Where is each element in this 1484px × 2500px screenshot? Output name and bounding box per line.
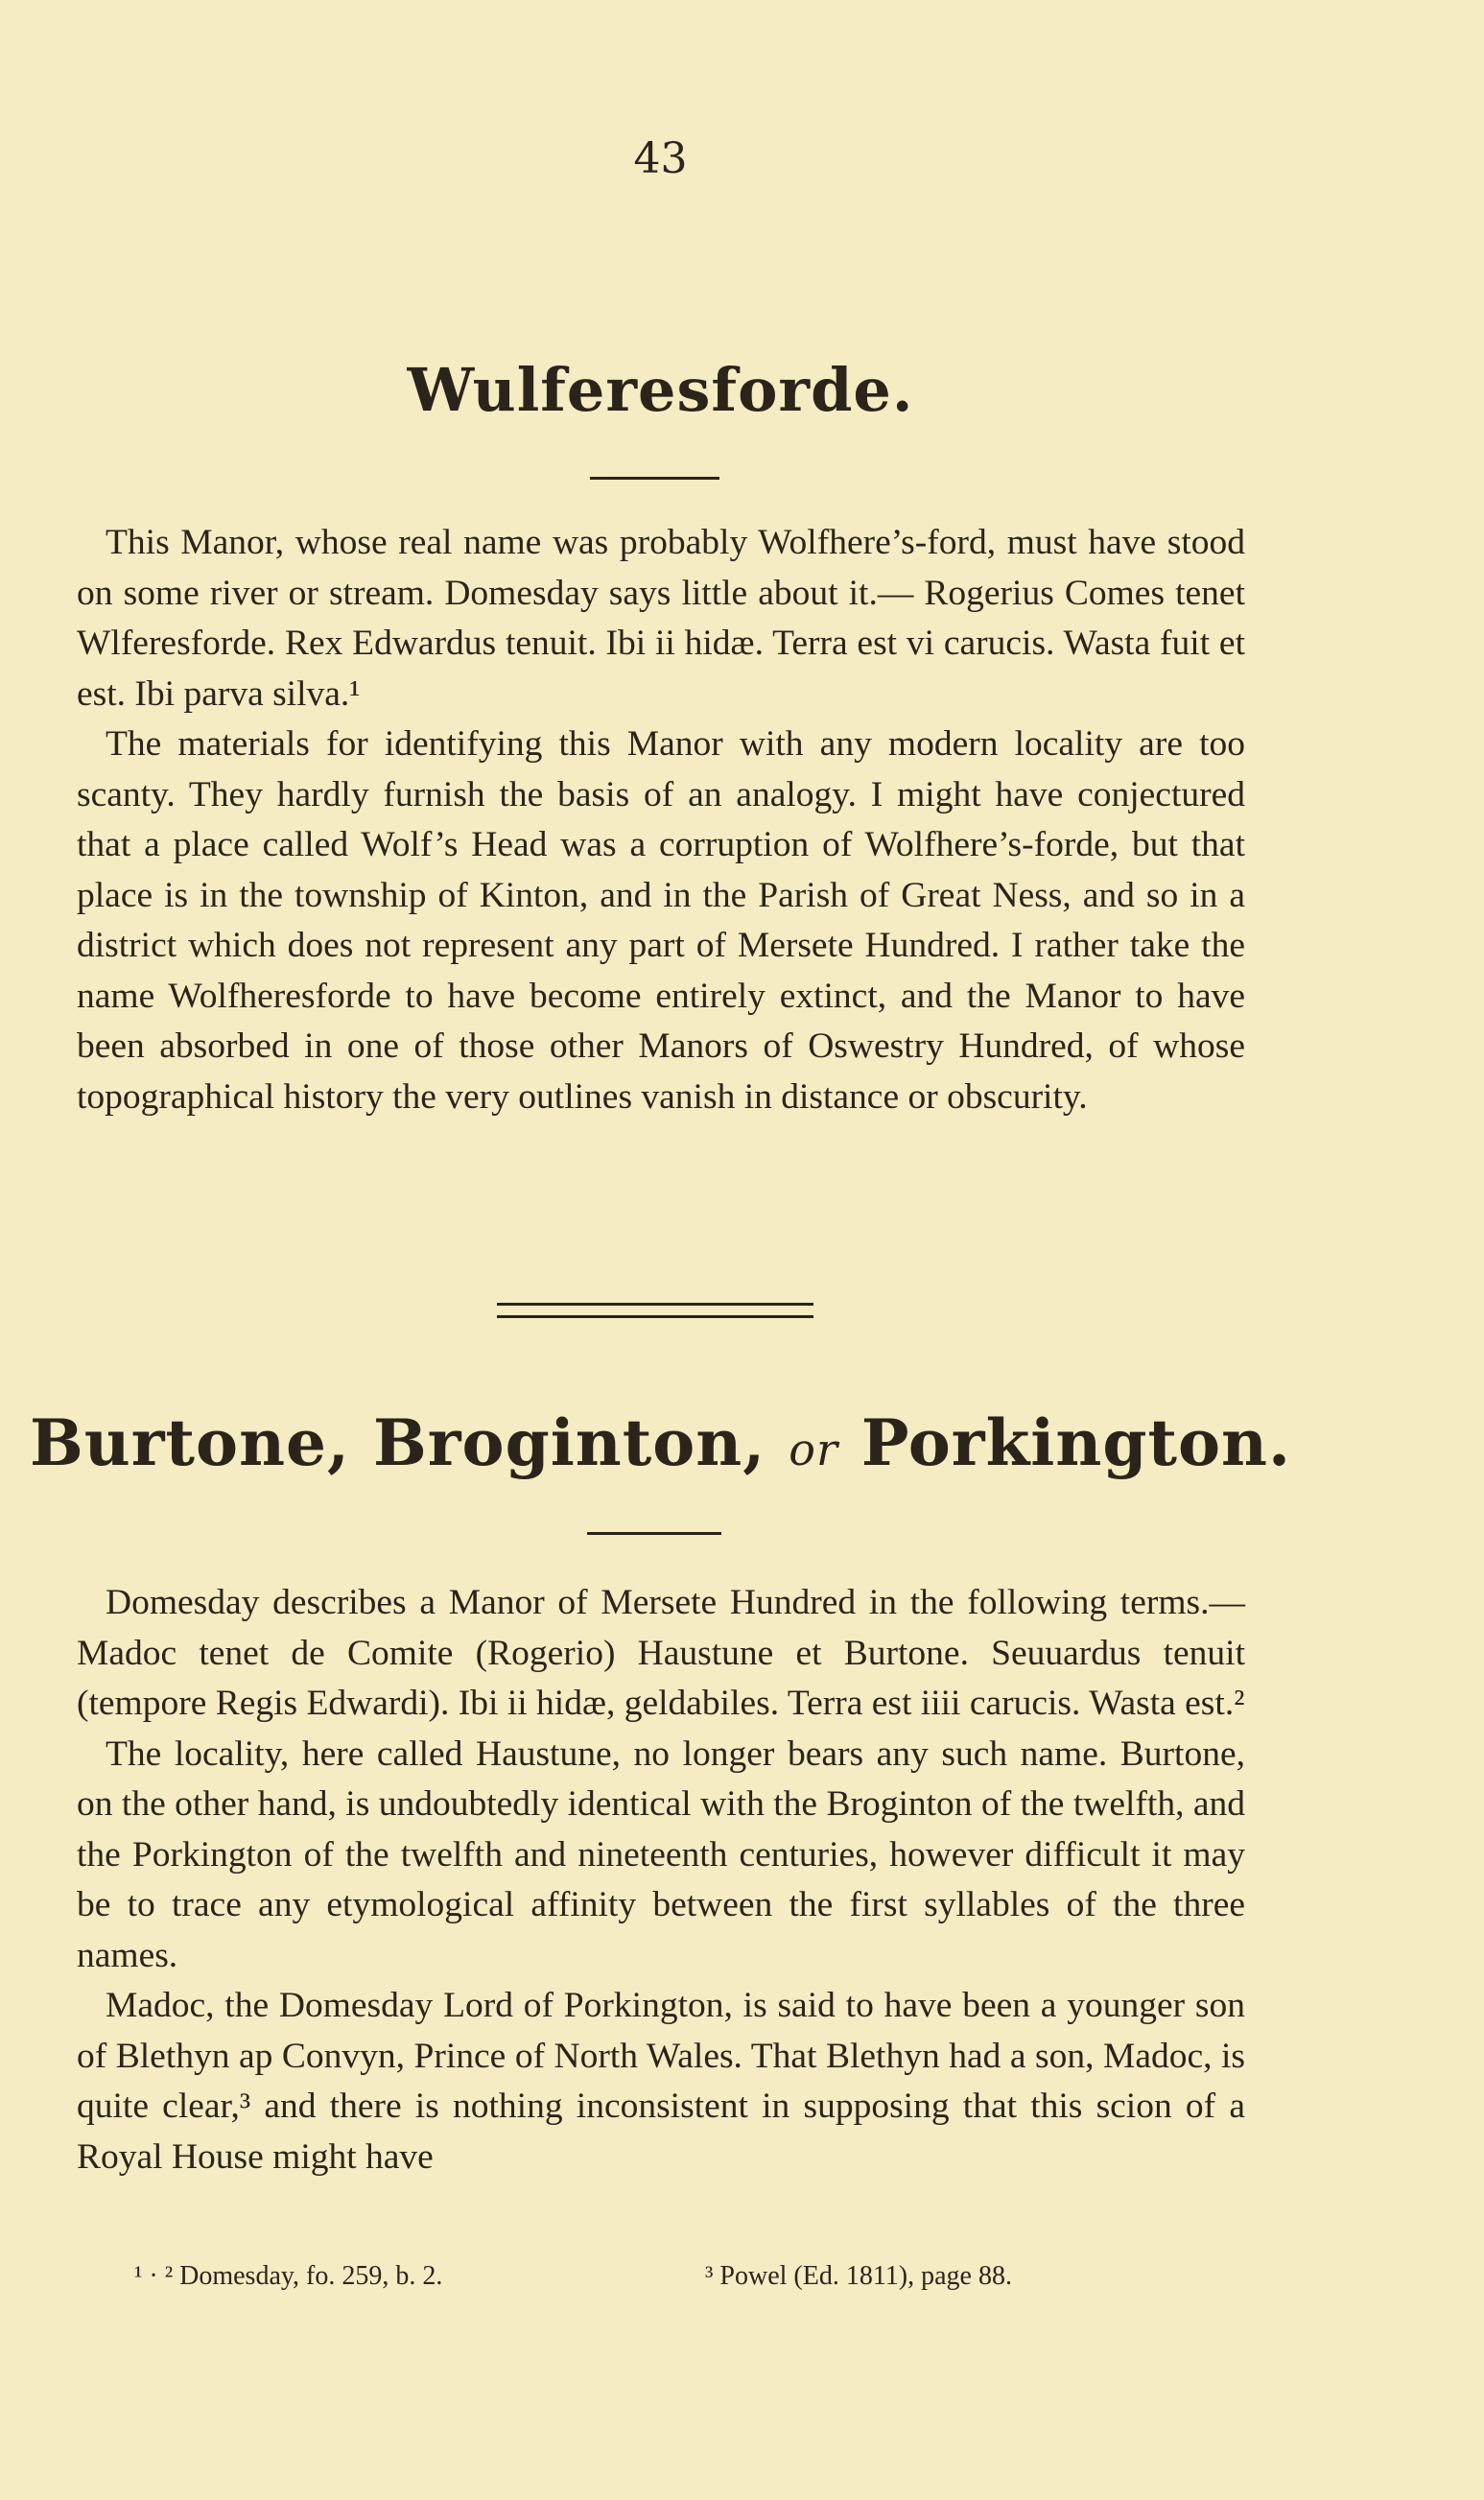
paragraph: The materials for identifying this Manor with any modern locality are too scanty. They hardly furnish the basis of an analogy. I might have conjectured that a place called Wolf’s Head was a corruption of Wolfhere’s-forde, but that place is in the township of Kinton, and in the Parish of Great Ness, and so in a district which does not represent any part of Mersete Hundred. I rather take the name Wolfheresforde to have become entirely extinct, and the Manor to have been absorbed in one of those other Manors of Oswestry Hundred, of whose topographical history the very outlines vanish in distance or obscurity. [77, 724, 1245, 1117]
title-conjunction: or [789, 1424, 838, 1475]
footnote: ³ Powel (Ed. 1811), page 88. [705, 2261, 1012, 2291]
title-rule [590, 477, 719, 480]
title-part: Burtone, Broginton, [30, 1405, 766, 1480]
title-part: Porkington. [860, 1405, 1291, 1480]
page-number: 43 [633, 134, 688, 183]
section-divider [497, 1303, 813, 1318]
paragraph: This Manor, whose real name was probably Wolfhere’s-ford, must have stood on some river or stream. Domesday says little about it.— Rogerius Comes tenet Wlferesforde. Rex Edwardus tenuit. Ibi ii hidæ. Terra est vi carucis. Wasta fuit et est. Ibi parva silva.¹ [77, 523, 1245, 714]
paragraph: Madoc, the Domesday Lord of Porkington, is said to have been a younger son of Blethyn ap Convyn, Prince of North Wales. That Blethyn had a son, Madoc, is quite clear,³ and there is nothing inconsistent in supposing that this scion of a Royal House might have [77, 1986, 1245, 2177]
section-body-burtone [77, 1578, 1245, 2182]
footnote: ¹ · ² Domesday, fo. 259, b. 2. [134, 2261, 443, 2291]
paragraph: Domesday describes a Manor of Mersete Hundred in the following terms.—Madoc tenet de Comite (Rogerio) Haustune et Burtone. Seuuardus tenuit (tempore Regis Edwardi). Ibi ii hidæ, geldabiles. Terra est iiii carucis. Wasta est.² [77, 1583, 1245, 1723]
section-title-burtone [0, 1405, 1321, 1480]
section-title-wulferesforde: Wulferesforde. [407, 355, 914, 425]
section-body-wulferesforde [77, 518, 1245, 1122]
footnotes [134, 2261, 1218, 2292]
title-rule [587, 1532, 721, 1535]
paragraph: The locality, here called Haustune, no longer bears any such name. Burtone, on the other hand, is undoubtedly identical with the Broginton of the twelfth, and the Porkington of the twelfth and nineteenth centuries, however difficult it may be to trace any etymological affinity between the first syllables of the three names. [77, 1733, 1245, 1975]
